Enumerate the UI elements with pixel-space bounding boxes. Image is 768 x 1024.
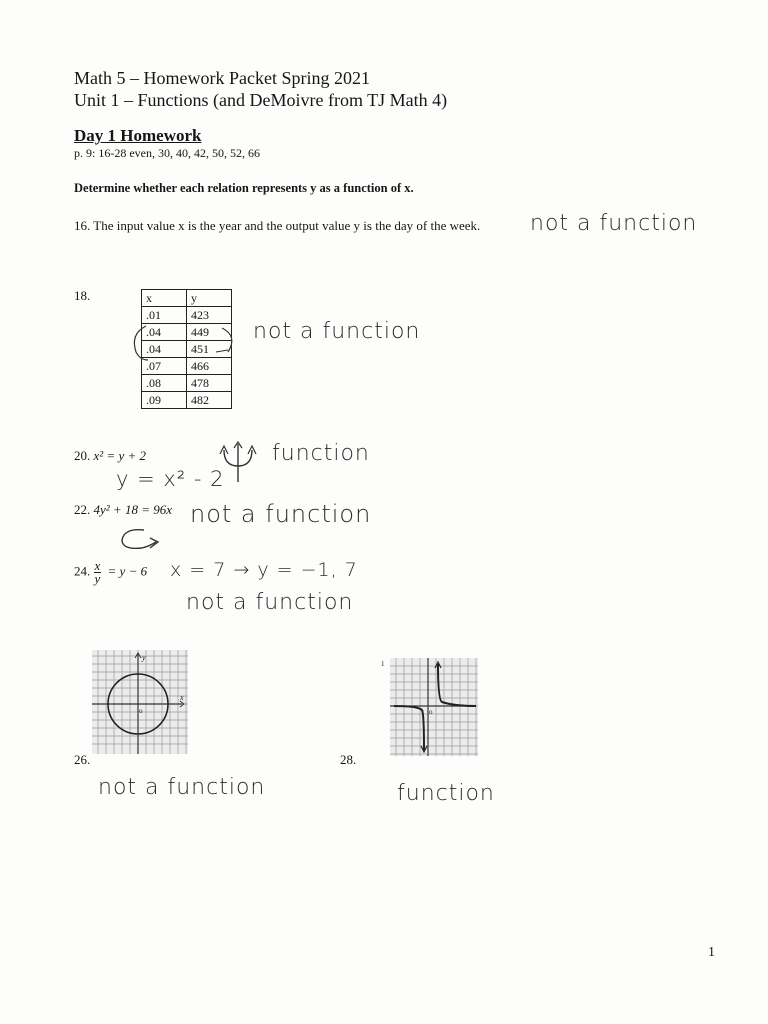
cell-y: 466 xyxy=(187,358,232,375)
q18-answer: not a function xyxy=(253,319,421,344)
q20-work: y = x² - 2 xyxy=(116,467,225,491)
cell-y: 451 xyxy=(187,341,232,358)
cell-x: .09 xyxy=(142,392,187,409)
q24-answer: not a function xyxy=(186,590,354,615)
cell-x: .04 xyxy=(142,341,187,358)
table-header-x: x xyxy=(142,290,187,307)
q26-circle-graph xyxy=(92,650,188,754)
packet-title: Math 5 – Homework Packet Spring 2021 xyxy=(74,68,370,88)
q28-number: 28. xyxy=(340,752,357,767)
page-number: 1 xyxy=(708,945,715,960)
q28-tick-label: 1 xyxy=(381,660,385,668)
q16-number: 16. xyxy=(74,218,91,233)
q16-text xyxy=(74,218,480,234)
day-heading: Day 1 Homework xyxy=(74,126,202,145)
q26-x-label: x xyxy=(180,693,184,702)
svg-text:o: o xyxy=(139,707,143,715)
q28-hyperbola-graph xyxy=(380,654,480,758)
table-row xyxy=(142,307,232,324)
cell-x: .08 xyxy=(142,375,187,392)
q24-number: 24. xyxy=(74,563,91,579)
q22-number: 22. xyxy=(74,502,91,517)
unit-title: Unit 1 – Functions (and DeMoivre from TJ Math 4) xyxy=(74,90,448,110)
assignment-line: p. 9: 16-28 even, 30, 40, 42, 50, 52, 66 xyxy=(74,146,260,160)
q20-answer: function xyxy=(272,441,370,466)
q24-equation: = y − 6 xyxy=(107,563,148,579)
cell-y: 423 xyxy=(187,307,232,324)
table-row xyxy=(142,375,232,392)
q20-number: 20. xyxy=(74,448,91,463)
table-header-row xyxy=(142,290,232,307)
q20-equation: x² = y + 2 xyxy=(93,448,146,463)
q24-text xyxy=(74,560,147,585)
instructions: Determine whether each relation represents y as a function of x. xyxy=(74,181,414,195)
cell-x: .01 xyxy=(142,307,187,324)
q22-equation: 4y² + 18 = 96x xyxy=(93,502,172,517)
q20-text xyxy=(74,448,146,464)
q16-prompt: The input value x is the year and the output value y is the day of the week. xyxy=(93,218,481,233)
cell-y: 449 xyxy=(187,324,232,341)
q26-number: 26. xyxy=(74,752,91,767)
q16-answer: not a function xyxy=(530,211,698,236)
trident-sketch-icon xyxy=(216,440,260,486)
q26-y-label: y xyxy=(142,653,146,662)
q18-circle-marks xyxy=(124,322,244,364)
cell-x: .07 xyxy=(142,358,187,375)
table-header-y: y xyxy=(187,290,232,307)
q24-frac-den: y xyxy=(94,571,101,586)
cell-y: 478 xyxy=(187,375,232,392)
q24-work: x = 7 → y = −1, 7 xyxy=(170,559,358,581)
q18-number: 18. xyxy=(74,288,91,303)
svg-text:o: o xyxy=(429,708,433,716)
q24-fraction xyxy=(94,560,102,585)
q28-answer: function xyxy=(397,781,495,806)
q26-answer: not a function xyxy=(98,775,266,800)
curved-arrow-icon xyxy=(116,524,164,554)
q24-frac-num: x xyxy=(94,558,101,573)
q22-text xyxy=(74,502,172,518)
q22-answer: not a function xyxy=(190,500,372,528)
cell-y: 482 xyxy=(187,392,232,409)
cell-x: .04 xyxy=(142,324,187,341)
table-row xyxy=(142,392,232,409)
